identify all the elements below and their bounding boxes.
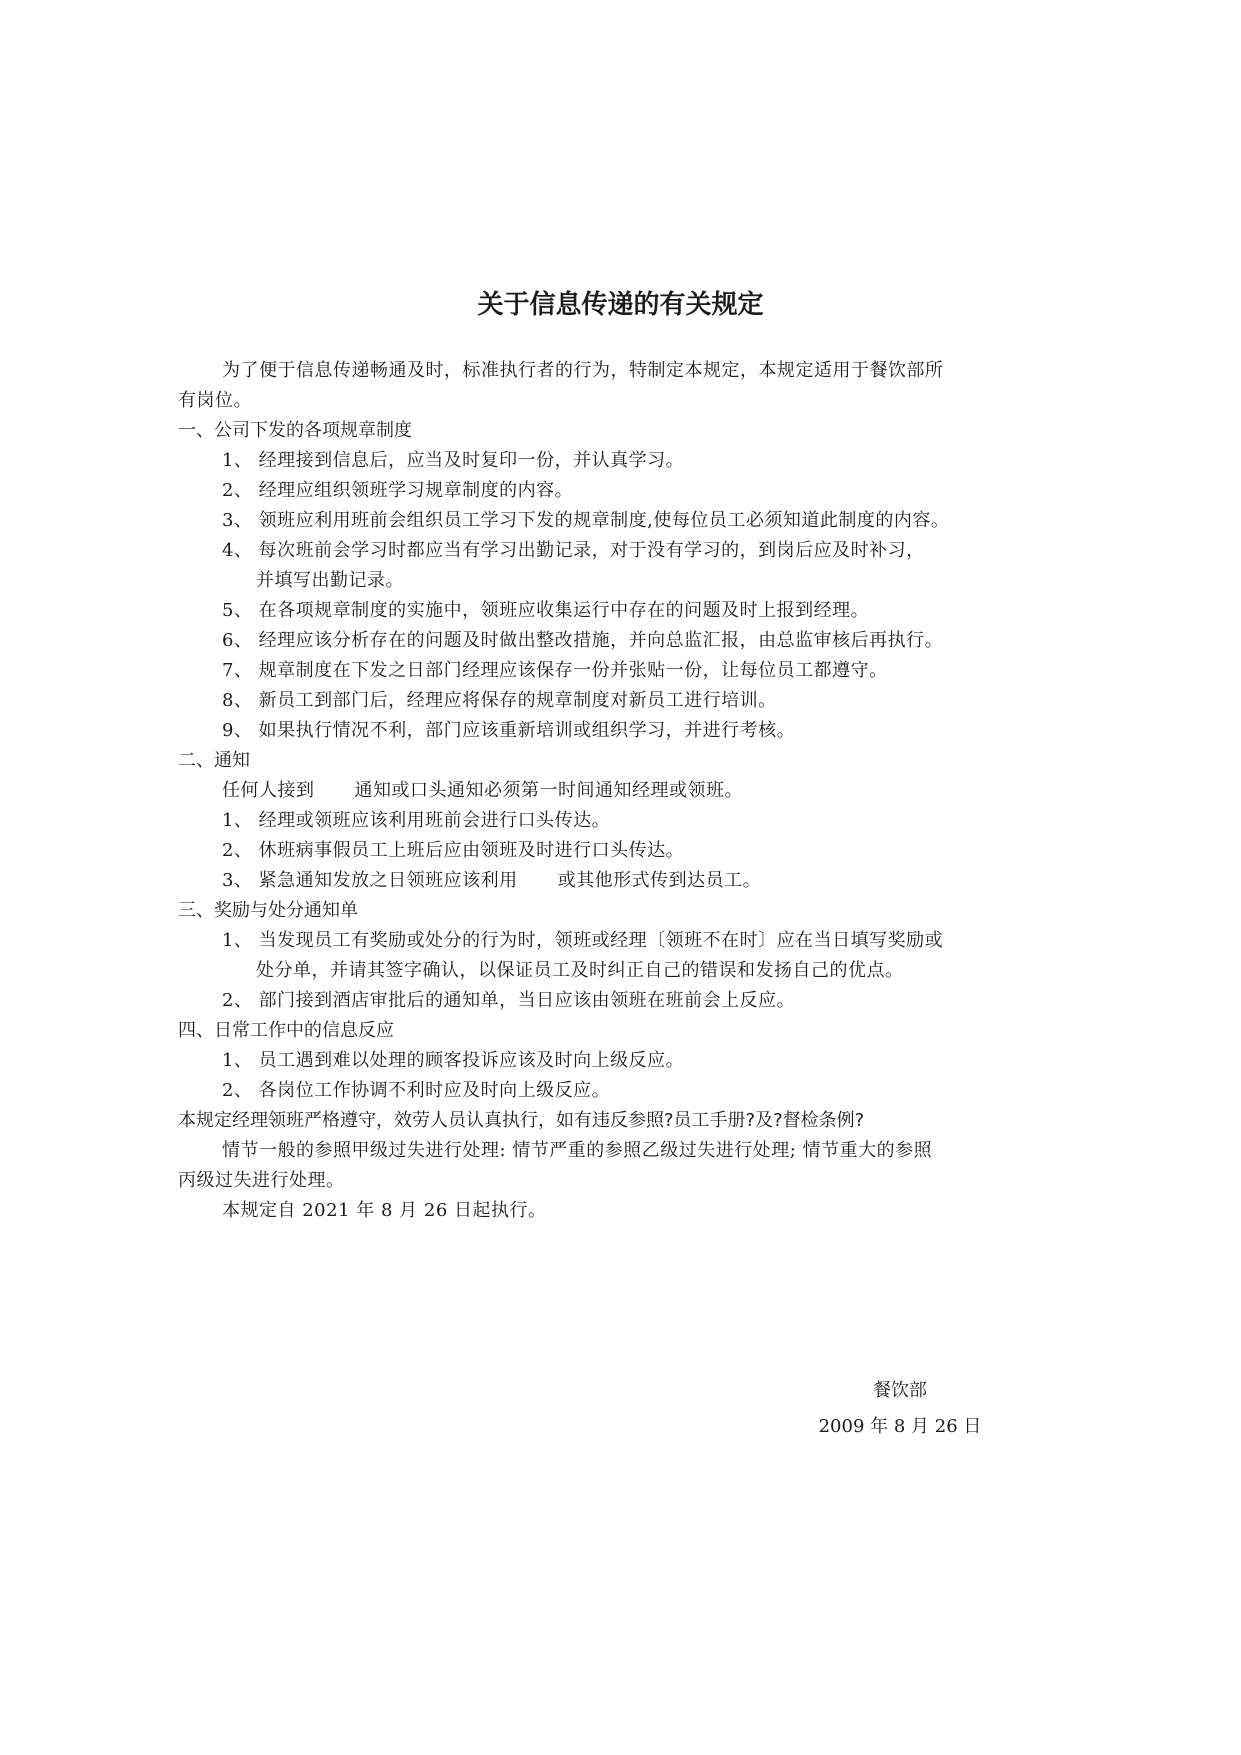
list-item: 3、 领班应利用班前会组织员工学习下发的规章制度,使每位员工必须知道此制度的内容。 (222, 510, 950, 531)
section-heading: 四、日常工作中的信息反应 (178, 1020, 394, 1041)
list-item: 1、 当发现员工有奖励或处分的行为时，领班或经理〔领班不在时〕应在当日填写奖励或 (222, 930, 944, 951)
signature-date: 2009 年 8 月 26 日 (818, 1416, 982, 1437)
list-item: 1、 员工遇到难以处理的顾客投诉应该及时向上级反应。 (222, 1050, 685, 1071)
list-item: 2、 部门接到酒店审批后的通知单，当日应该由领班在班前会上反应。 (222, 990, 796, 1011)
list-item: 2、 各岗位工作协调不利时应及时向上级反应。 (222, 1080, 611, 1101)
list-item: 5、 在各项规章制度的实施中，领班应收集运行中存在的问题及时上报到经理。 (222, 600, 870, 621)
list-item: 2、 经理应组织领班学习规章制度的内容。 (222, 480, 574, 501)
list-item-continuation: 并填写出勤记录。 (256, 570, 404, 591)
notice-lead (178, 776, 1058, 806)
section-heading: 三、奖励与处分通知单 (178, 900, 358, 921)
section-heading: 一、公司下发的各项规章制度 (178, 420, 412, 441)
list-item-part: 3、 紧急通知发放之日领班应该利用 (222, 870, 518, 891)
signature-department: 餐饮部 (873, 1380, 927, 1401)
document-body (178, 356, 1058, 1226)
effective-date: 本规定自 2021 年 8 月 26 日起执行。 (222, 1200, 547, 1221)
penalty-line: 情节一般的参照甲级过失进行处理: 情节严重的参照乙级过失进行处理; 情节重大的参照 (222, 1140, 933, 1161)
list-item (178, 866, 1058, 896)
list-item: 1、 经理或领班应该利用班前会进行口头传达。 (222, 810, 611, 831)
list-item: 2、 休班病事假员工上班后应由领班及时进行口头传达。 (222, 840, 685, 861)
list-item: 7、 规章制度在下发之日部门经理应该保存一份并张贴一份，让每位员工都遵守。 (222, 660, 888, 681)
list-item: 1、 经理接到信息后，应当及时复印一份，并认真学习。 (222, 450, 685, 471)
penalty-line: 丙级过失进行处理。 (178, 1170, 345, 1191)
section-heading: 二、通知 (178, 750, 250, 771)
notice-lead-part: 通知或口头通知必须第一时间通知经理或领班。 (354, 780, 743, 801)
intro-line: 有岗位。 (178, 390, 252, 411)
document-title: 关于信息传递的有关规定 (477, 290, 764, 320)
closing-statement: 本规定经理领班严格遵守，效劳人员认真执行，如有违反参照?员工手册?及?督检条例? (178, 1110, 865, 1131)
list-item: 4、 每次班前会学习时都应当有学习出勤记录，对于没有学习的，到岗后应及时补习， (222, 540, 925, 561)
list-item-part: 或其他形式传到达员工。 (557, 870, 762, 891)
intro-line: 为了便于信息传递畅通及时，标准执行者的行为，特制定本规定，本规定适用于餐饮部所 (222, 360, 944, 381)
list-item: 9、 如果执行情况不利，部门应该重新培训或组织学习，并进行考核。 (222, 720, 796, 741)
list-item-continuation: 处分单，并请其签字确认，以保证员工及时纠正自己的错误和发扬自己的优点。 (256, 960, 904, 981)
notice-lead-part: 任何人接到 (222, 780, 315, 801)
list-item: 8、 新员工到部门后，经理应将保存的规章制度对新员工进行培训。 (222, 690, 777, 711)
list-item: 6、 经理应该分析存在的问题及时做出整改措施，并向总监汇报，由总监审核后再执行。 (222, 630, 944, 651)
